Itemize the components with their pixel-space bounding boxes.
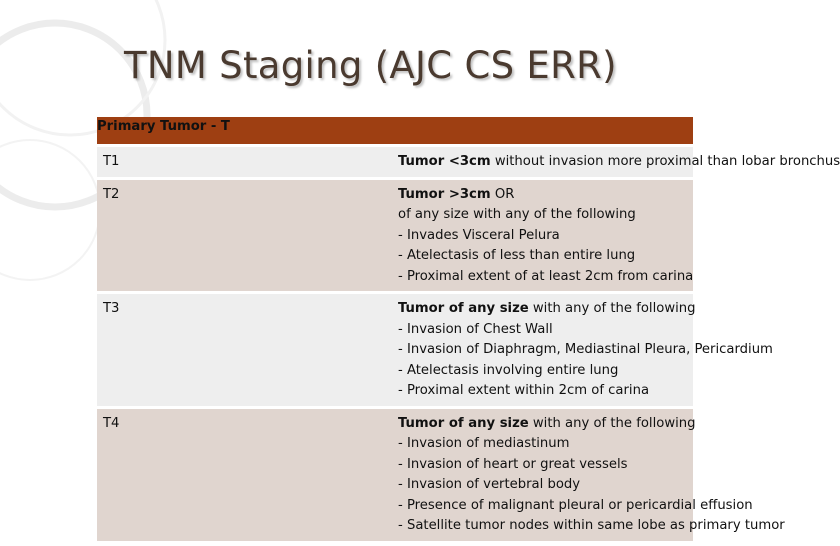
criteria-line: - Invasion of vertebral body — [398, 477, 581, 492]
stage-description — [395, 409, 785, 541]
lead-line — [398, 299, 696, 320]
lead-rest: with any of the following — [528, 301, 696, 316]
lead-bold: Tumor of any size — [398, 301, 529, 316]
tnm-table — [97, 117, 840, 541]
stage-description — [395, 147, 840, 177]
lead-rest: OR — [490, 186, 515, 202]
stage-description — [395, 180, 693, 292]
lead-line — [398, 414, 696, 435]
criteria-line: - Atelectasis of less than entire lung — [398, 248, 636, 263]
stage-description — [395, 294, 773, 406]
lead-line — [398, 185, 693, 206]
criteria-line: - Invasion of heart or great vessels — [398, 456, 628, 472]
criteria-line: - Proximal extent within 2cm of carina — [398, 383, 650, 398]
lead-bold: Tumor <3cm — [398, 154, 491, 169]
stage-code: T2 — [103, 186, 120, 202]
lead-bold: Tumor of any size — [398, 415, 529, 431]
criteria-line: - Invasion of Diaphragm, Mediastinal Pleura, Pericardium — [398, 342, 773, 357]
stage-code: T4 — [103, 415, 120, 431]
criteria-line: - Invasion of mediastinum — [398, 436, 570, 451]
table-row — [97, 147, 693, 177]
table-row — [97, 409, 693, 541]
stage-code: T1 — [103, 154, 120, 169]
slide-title: TNM Staging (AJC CS ERR) — [124, 44, 617, 87]
table-header: Primary Tumor - T — [97, 117, 693, 144]
table-row — [97, 180, 693, 292]
lead-rest: without invasion more proximal than lobar bronchus — [490, 154, 840, 169]
lead-bold: Tumor >3cm — [398, 186, 491, 202]
criteria-line: - Invades Visceral Pelura — [398, 227, 560, 243]
lead-line — [398, 152, 840, 173]
criteria-line: - Invasion of Chest Wall — [398, 321, 553, 337]
criteria-line: of any size with any of the following — [398, 207, 636, 222]
lead-rest: with any of the following — [528, 415, 696, 431]
stage-code: T3 — [103, 301, 120, 316]
criteria-line: - Satellite tumor nodes within same lobe as primary tumor — [398, 518, 785, 533]
criteria-line: - Atelectasis involving entire lung — [398, 362, 619, 378]
criteria-line: - Presence of malignant pleural or pericardial effusion — [398, 497, 753, 513]
table-row — [97, 294, 693, 406]
table-header-row — [97, 117, 693, 144]
criteria-line: - Proximal extent of at least 2cm from carina — [398, 268, 694, 284]
